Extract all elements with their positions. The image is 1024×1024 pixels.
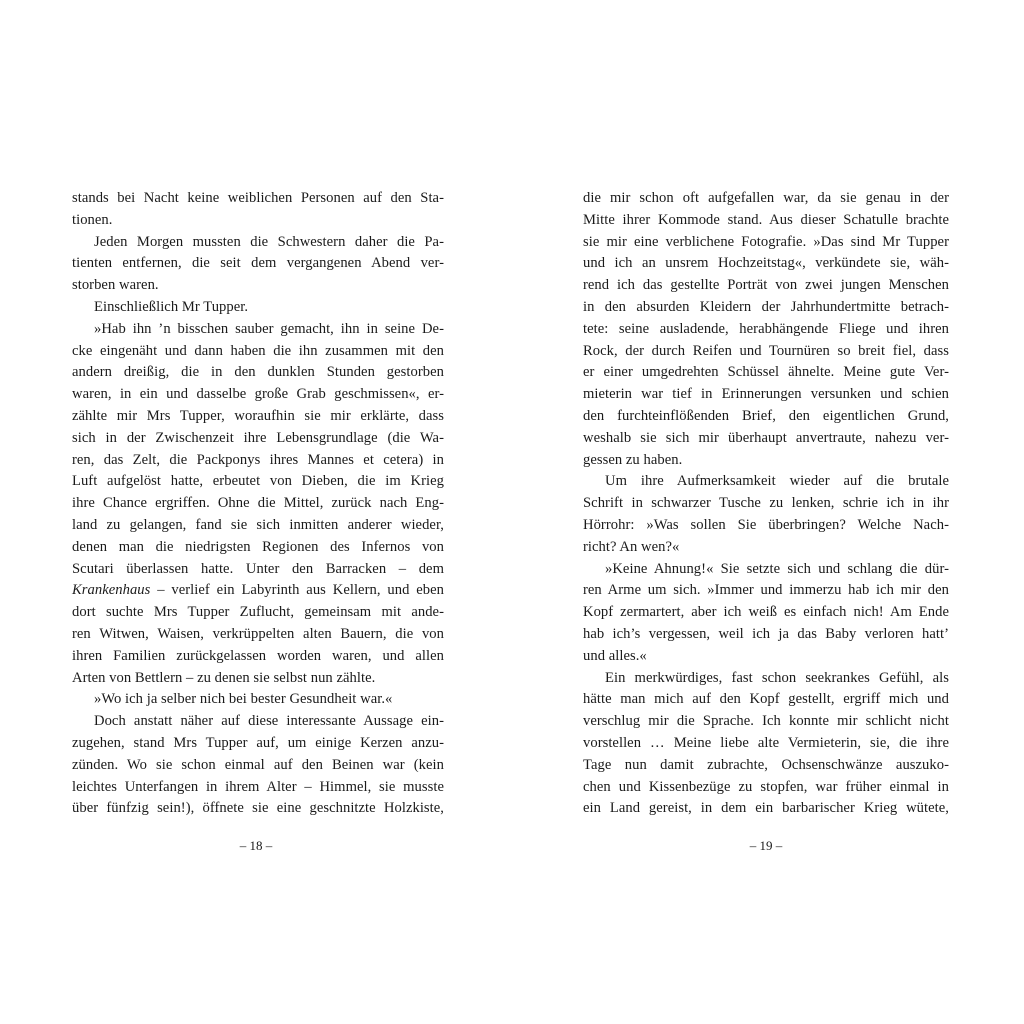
text-line: und ich an unsrem Hochzeitstag«, verkündete sie, wäh- <box>583 255 949 272</box>
text-line: vorstellen … Meine liebe alte Vermieterin, sie, die ihre <box>583 734 949 751</box>
text-line: Doch anstatt näher auf diese interessante Aussage ein- <box>94 713 444 730</box>
left-page-number: – 18 – <box>239 838 273 853</box>
text-line: tionen. <box>72 211 113 228</box>
text-line: die mir schon oft aufgefallen war, da sie genau in der <box>583 190 949 206</box>
text-line: zugehen, stand Mrs Tupper auf, um einige Kerzen anzu- <box>72 734 444 751</box>
text-line: und alles.« <box>583 647 647 664</box>
left-page <box>72 188 444 820</box>
text-line: Tage nun damit zubrachte, Ochsenschwänze auszuko- <box>583 756 949 773</box>
emphasized-word: Krankenhaus <box>72 582 151 599</box>
text-line: rend ich das gestellte Porträt von zwei jungen Menschen <box>583 277 949 294</box>
text-line: stands bei Nacht keine weiblichen Personen auf den Sta- <box>72 190 444 206</box>
text-line: andern dreißig, die in den dunklen Stunden gestorben <box>72 364 444 381</box>
text-line: ihre Chance ergriffen. Ohne die Mittel, zurück nach Eng- <box>72 495 444 512</box>
right-page-number: – 19 – <box>749 838 783 853</box>
text-line: ihren Familien zurückgelassen worden waren, und allen <box>72 647 444 664</box>
right-page <box>583 188 949 820</box>
text-line: ren, das Zelt, die Packponys ihres Mannes et cetera) in <box>72 451 444 468</box>
text-line: zünden. Wo sie schon einmal auf den Beinen war (kein <box>72 756 444 773</box>
text-line: über fünfzig sein!), öffnete sie eine geschnitzte Holzkiste, <box>72 800 444 817</box>
text-line: Um ihre Aufmerksamkeit wieder auf die brutale <box>605 473 949 490</box>
text-line: waren, in ein und dasselbe große Grab geschmissen«, er- <box>72 386 444 403</box>
text-line: ren Witwen, Waisen, verkrüppelten alten Bauern, die von <box>72 625 444 642</box>
text-line: storben waren. <box>72 277 159 294</box>
text-line: sich in der Zwischenzeit ihre Lebensgrundlage (die Wa- <box>72 429 444 446</box>
text-line: »Wo ich ja selber nich bei bester Gesundheit war.« <box>94 691 393 708</box>
text-line: er einer umgedrehten Schüssel ähnelte. Meine gute Ver- <box>583 364 949 381</box>
text-line: chen und Kissenbezüge zu stopfen, war früher einmal in <box>583 778 949 795</box>
text-line: Arten von Bettlern – zu denen sie selbst nun zählte. <box>72 669 376 686</box>
text-line: den furchteinflößenden Brief, den eigentlichen Grund, <box>583 407 949 424</box>
text-line: Krankenhaus – verlief ein Labyrinth aus Kellern, und eben <box>72 582 444 599</box>
text-line: ein Land gereist, in dem ein barbarischer Krieg wütete, <box>583 800 949 817</box>
text-line: denen man die niedrigsten Regionen des Infernos von <box>72 538 444 555</box>
text-line: hab ich’s vergessen, weil ich ja das Baby verloren hatt’ <box>583 625 949 642</box>
text-line: land zu gelangen, fand sie sich inmitten anderer wieder, <box>72 516 444 533</box>
text-line: richt? An wen?« <box>583 538 680 555</box>
text-line: Ein merkwürdiges, fast schon seekrankes Gefühl, als <box>605 669 949 686</box>
text-line: Schrift in schwarzer Tusche zu lenken, schrie ich in ihr <box>583 495 949 512</box>
text-line: in den absurden Kleidern der Jahrhundertmitte betrach- <box>583 298 949 315</box>
text-line: verschlug mir die Sprache. Ich konnte mir schlicht nicht <box>583 713 949 730</box>
text-line: Einschließlich Mr Tupper. <box>94 298 249 315</box>
text-line: dort suchte Mrs Tupper Zuflucht, gemeinsam mit ande- <box>72 604 444 621</box>
text-line: weshalb sie sich mir überhaupt anvertraute, nahezu ver- <box>583 429 949 446</box>
text-line: gessen zu haben. <box>583 451 683 468</box>
text-line: Hörrohr: »Was sollen Sie überbringen? Welche Nach- <box>583 516 949 533</box>
text-line: ren Arme um sich. »Immer und immerzu hab ich mir den <box>583 582 949 599</box>
text-line: leichtes Unterfangen in ihrem Alter – Himmel, sie musste <box>72 778 444 795</box>
text-line: Kopf zermartert, aber ich weiß es einfach nich! Am Ende <box>583 604 949 621</box>
text-line: Rock, der durch Reifen und Tournüren so breit fiel, dass <box>583 342 949 359</box>
text-line: tete: seine ausladende, herabhängende Fliege und ihren <box>583 320 949 337</box>
text-line: Jeden Morgen mussten die Schwestern daher die Pa- <box>94 233 444 250</box>
text-line: cke eingenäht und dann haben die ihn zusammen mit den <box>72 342 444 359</box>
text-line: Mitte ihrer Kommode stand. Aus dieser Schatulle brachte <box>583 211 949 228</box>
text-line: zählte mir Mrs Tupper, woraufhin sie mir erklärte, dass <box>72 407 444 424</box>
text-line: mieterin war tief in Erinnerungen versunken und schien <box>583 386 949 403</box>
text-line: »Keine Ahnung!« Sie setzte sich und schlang die dür- <box>605 560 949 577</box>
text-line: Luft aufgelöst hatte, erbeutet von Dieben, die im Krieg <box>72 473 444 490</box>
text-line: tienten entfernen, die seit dem vergangenen Abend ver- <box>72 255 444 272</box>
text-line: sie mir eine verblichene Fotografie. »Das sind Mr Tupper <box>583 233 949 250</box>
text-line: hätte man mich auf den Kopf gestellt, ergriff mich und <box>583 691 949 708</box>
text-line: Scutari überlassen hatte. Unter den Barracken – dem <box>72 560 444 577</box>
text-line: »Hab ihn ’n bisschen sauber gemacht, ihn in seine De- <box>94 320 444 337</box>
